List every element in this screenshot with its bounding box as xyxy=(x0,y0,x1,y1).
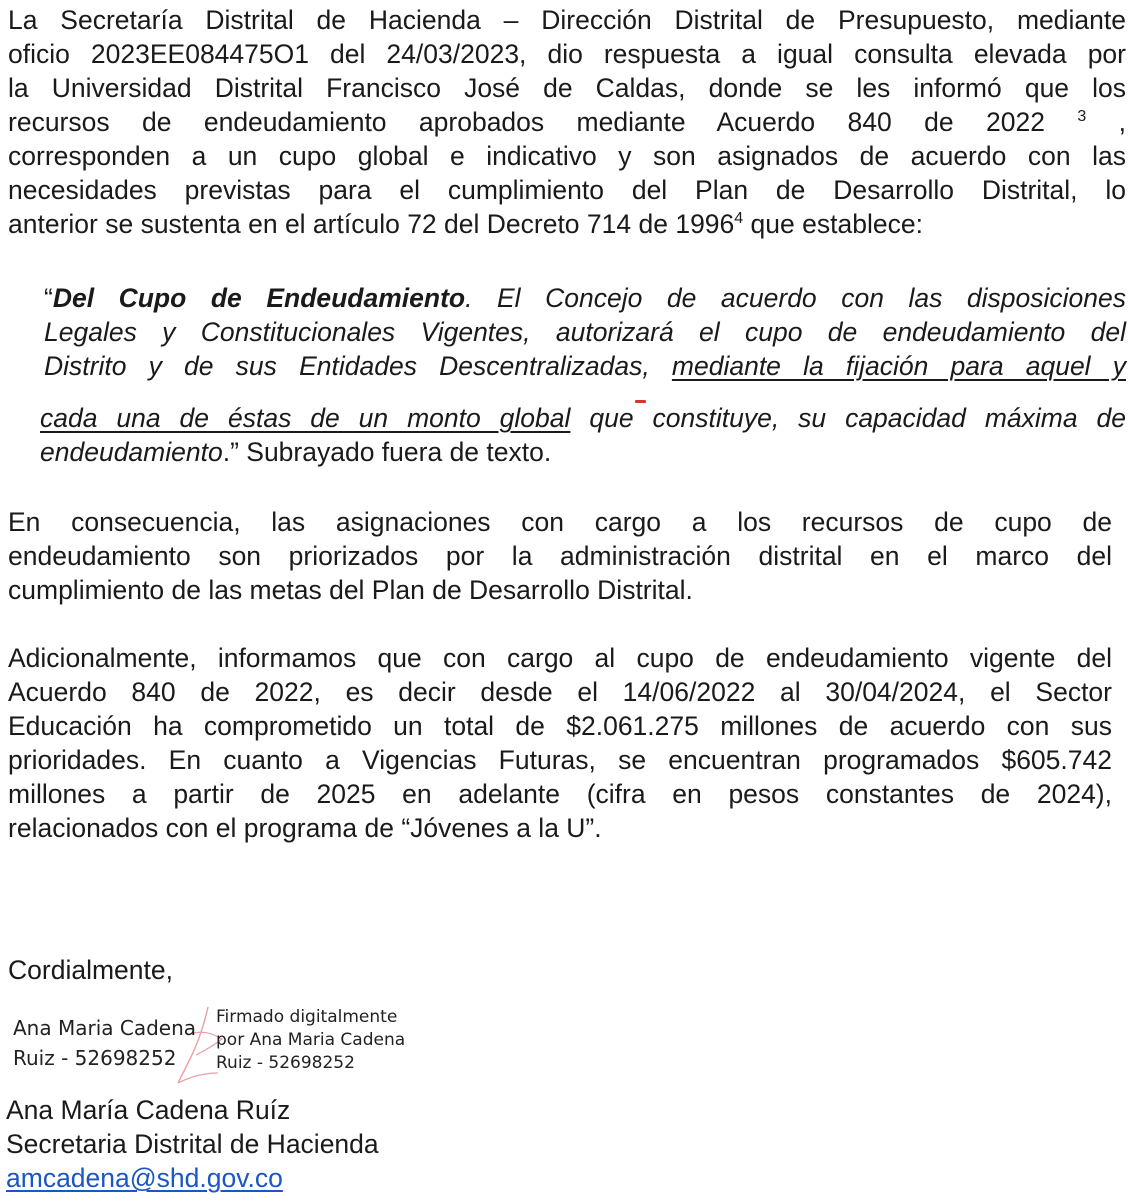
edit-mark xyxy=(635,400,646,403)
line-text: recursos de endeudamiento aprobados mediante Acuerdo 840 de 2022 xyxy=(8,107,1045,137)
quote-line: Legales y Constitucionales Vigentes, autorizará el cupo de endeudamiento del xyxy=(44,317,1126,347)
paragraph-line: prioridades. En cuanto a Vigencias Futuras, se encuentran programados $605.742 xyxy=(8,745,1112,775)
footnote-ref-3[interactable]: 3 xyxy=(1077,108,1087,126)
paragraph-line: la Universidad Distrital Francisco José de Caldas, donde se les informó que los xyxy=(8,73,1126,103)
quote-text: . El Concejo de acuerdo con las disposiciones xyxy=(465,283,1126,313)
paragraph-line: La Secretaría Distrital de Hacienda – Dirección Distrital de Presupuesto, mediante xyxy=(8,5,1126,35)
quote-line xyxy=(40,281,1126,315)
closing-salutation: Cordialmente, xyxy=(8,955,173,985)
line-text: que establece: xyxy=(743,209,923,239)
paragraph-line: Adicionalmente, informamos que con cargo al cupo de endeudamiento vigente del xyxy=(8,643,1112,673)
paragraph-line: oficio 2023EE084475O1 del 24/03/2023, dio respuesta a igual consulta elevada por xyxy=(8,39,1126,69)
digital-signature xyxy=(10,1003,430,1087)
paragraph-line: cumplimiento de las metas del Plan de Desarrollo Distrital. xyxy=(8,575,693,605)
paragraph-line: necesidades previstas para el cumplimiento del Plan de Desarrollo Distrital, lo xyxy=(8,175,1126,205)
paragraph-line: En consecuencia, las asignaciones con cargo a los recursos de cupo de xyxy=(8,507,1112,537)
signature-name-line: Ruiz - 52698252 xyxy=(13,1046,177,1070)
footnote-ref-4[interactable]: 4 xyxy=(734,210,744,228)
signature-note-line: por Ana Maria Cadena xyxy=(216,1030,406,1050)
signature-name xyxy=(13,1013,213,1073)
legal-quote xyxy=(40,281,1126,469)
signer-block xyxy=(6,1093,379,1195)
signature-name-line: Ana Maria Cadena xyxy=(13,1016,197,1040)
paragraph-line xyxy=(8,105,1126,139)
quote-underlined-text: cada una de éstas de un monto global xyxy=(40,403,571,433)
paragraph-line: relacionados con el programa de “Jóvenes a la U”. xyxy=(8,813,602,843)
quote-note: .” Subrayado fuera de texto. xyxy=(222,437,552,467)
quote-line xyxy=(40,435,1126,469)
signer-title: Secretaria Distrital de Hacienda xyxy=(6,1129,379,1159)
paragraph-line: corresponden a un cupo global e indicativo y son asignados de acuerdo con las xyxy=(8,141,1126,171)
line-text: anterior se sustenta en el artículo 72 del Decreto 714 de 1996 xyxy=(8,209,735,239)
quote-line xyxy=(40,349,1126,383)
paragraph-consequence xyxy=(8,505,1112,607)
signer-name: Ana María Cadena Ruíz xyxy=(6,1095,291,1125)
line-text: , xyxy=(1118,107,1126,137)
signer-email-link[interactable]: amcadena@shd.gov.co xyxy=(6,1163,283,1193)
paragraph-additional xyxy=(8,641,1112,845)
quote-text: que constituye, su capacidad máxima de xyxy=(570,403,1126,433)
paragraph-line: millones a partir de 2025 en adelante (cifra en pesos constantes de 2024), xyxy=(8,779,1112,809)
quote-open-mark: “ xyxy=(44,283,53,313)
paragraph-line: endeudamiento son priorizados por la administración distrital en el marco del xyxy=(8,541,1112,571)
paragraph-line: Acuerdo 840 de 2022, es decir desde el 14/06/2022 al 30/04/2024, el Sector xyxy=(8,677,1112,707)
signature-digital-note xyxy=(216,1006,431,1075)
signature-note-line: Ruiz - 52698252 xyxy=(216,1053,355,1073)
paragraph-intro xyxy=(8,3,1126,241)
quote-text: endeudamiento xyxy=(40,437,223,467)
paragraph-line: Educación ha comprometido un total de $2.061.275 millones de acuerdo con sus xyxy=(8,711,1112,741)
quote-title: Del Cupo de Endeudamiento xyxy=(52,283,466,313)
paragraph-line xyxy=(8,207,1126,241)
quote-line xyxy=(40,401,1126,435)
signature-note-line: Firmado digitalmente xyxy=(216,1007,398,1027)
quote-underlined-text: mediante la fijación para aquel y xyxy=(671,351,1126,381)
quote-text: Distrito y de sus Entidades Descentralizadas, xyxy=(44,351,672,381)
